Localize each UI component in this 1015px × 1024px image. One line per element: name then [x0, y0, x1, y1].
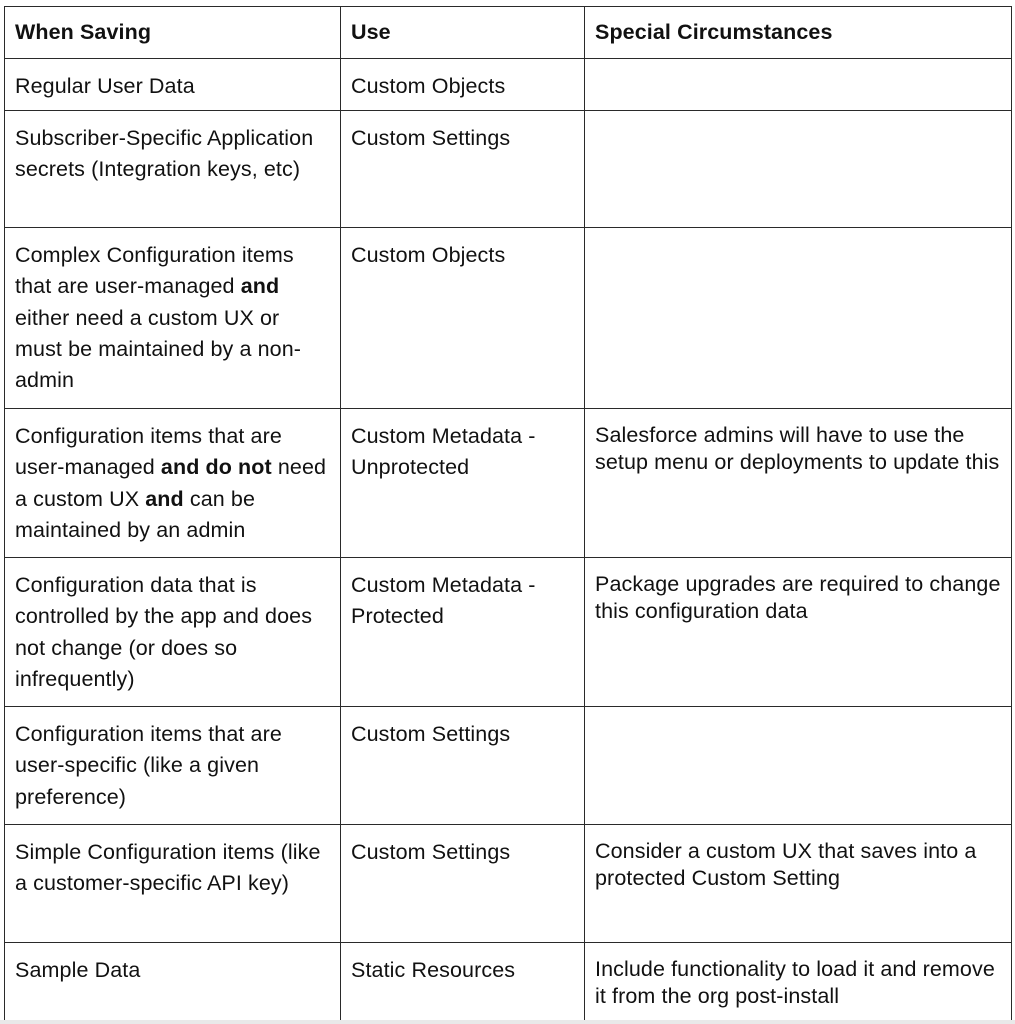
- text-segment: need a custom UX: [15, 455, 327, 511]
- text-segment: Configuration items that are user-managed: [15, 424, 282, 480]
- header-row: [5, 7, 1012, 59]
- cell-when-saving: [5, 111, 341, 228]
- cell-when-saving: [5, 409, 341, 558]
- cell-when-saving: [5, 707, 341, 825]
- text-segment: Configuration data that is controlled by the app and does not change (or does so infrequently): [15, 573, 313, 691]
- cell-special-circumstances: [585, 111, 1012, 228]
- table-row: [5, 943, 1012, 1023]
- cell-when-saving: [5, 228, 341, 409]
- cell-use: Static Resources: [341, 943, 585, 1023]
- header-when-saving: When Saving: [5, 7, 341, 59]
- text-segment: Complex Configuration items that are user-managed: [15, 243, 294, 299]
- bold-text: and do not: [160, 455, 272, 480]
- cell-when-saving: [5, 558, 341, 707]
- cell-when-saving: [5, 943, 341, 1023]
- bold-text: and: [240, 274, 280, 299]
- bold-text: and: [145, 486, 184, 511]
- text-segment: Subscriber-Specific Application secrets (Integration keys, etc): [15, 126, 314, 182]
- cell-when-saving: [5, 59, 341, 111]
- table-row: [5, 228, 1012, 409]
- cell-special-circumstances: [585, 228, 1012, 409]
- table-row: [5, 409, 1012, 558]
- cell-use: Custom Metadata - Unprotected: [341, 409, 585, 558]
- cell-special-circumstances: Salesforce admins will have to use the setup menu or deployments to update this: [585, 409, 1012, 558]
- cell-use: Custom Settings: [341, 707, 585, 825]
- cell-special-circumstances: [585, 59, 1012, 111]
- text-segment: either need a custom UX or must be maintained by a non-admin: [15, 305, 302, 393]
- table-header: [5, 7, 1012, 59]
- cell-special-circumstances: Consider a custom UX that saves into a protected Custom Setting: [585, 825, 1012, 943]
- text-segment: Regular User Data: [15, 74, 195, 98]
- table-row: [5, 111, 1012, 228]
- table-row: [5, 825, 1012, 943]
- cell-use: Custom Objects: [341, 59, 585, 111]
- cell-special-circumstances: [585, 707, 1012, 825]
- page-bottom-edge: [0, 1020, 1015, 1024]
- cell-use: Custom Metadata - Protected: [341, 558, 585, 707]
- text-segment: can be maintained by an admin: [15, 486, 256, 542]
- cell-use: Custom Settings: [341, 111, 585, 228]
- text-segment: Simple Configuration items (like a customer-specific API key): [15, 840, 321, 896]
- header-use: Use: [341, 7, 585, 59]
- header-special-circumstances: Special Circumstances: [585, 7, 1012, 59]
- table-row: [5, 558, 1012, 707]
- table-row: [5, 707, 1012, 825]
- text-segment: Configuration items that are user-specific (like a given preference): [15, 722, 282, 809]
- table-body: [5, 59, 1012, 1023]
- cell-use: Custom Settings: [341, 825, 585, 943]
- storage-guidance-table: [4, 6, 1012, 1023]
- cell-special-circumstances: Include functionality to load it and remove it from the org post-install: [585, 943, 1012, 1023]
- cell-when-saving: [5, 825, 341, 943]
- text-segment: Sample Data: [15, 958, 141, 982]
- table-row: [5, 59, 1012, 111]
- cell-special-circumstances: Package upgrades are required to change this configuration data: [585, 558, 1012, 707]
- cell-use: Custom Objects: [341, 228, 585, 409]
